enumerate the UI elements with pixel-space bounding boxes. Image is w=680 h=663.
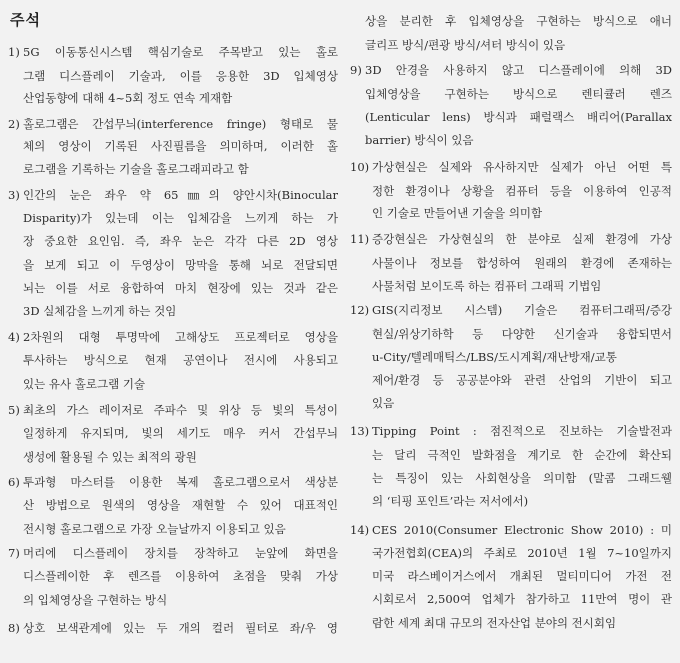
footnote-text: GIS(지리정보 시스템) 기술은 컴퓨터그래픽/증강 [372, 303, 672, 317]
footnote-text: 인간의 눈은 좌우 약 65㎜의 양안시차(Binocular [23, 188, 338, 202]
footnote-text: 는 특징이 있는 사회현상을 의미함 (말콤 그래드웰 [372, 471, 672, 485]
footnote-6-line [8, 498, 338, 512]
footnote-text: 사물처럼 보이도록 하는 컴퓨터 그래픽 기법임 [372, 279, 602, 293]
footnote-10-line [350, 206, 672, 220]
footnote-number: 4) [8, 330, 20, 344]
footnote-text: 가상현실은 실제와 유사하지만 실제가 아닌 어떤 특 [372, 160, 672, 174]
footnote-5-line [8, 403, 338, 417]
footnote-text: 산업동향에 대해 4~5회 정도 연속 게재함 [23, 91, 233, 105]
footnote-number: 14) [350, 523, 370, 537]
footnote-10-line [350, 160, 672, 174]
footnote-9-line [350, 87, 672, 101]
footnote-14-line [350, 523, 672, 537]
footnote-text: 전시형 홀로그램으로 가장 오늘날까지 이용되고 있음 [23, 522, 286, 536]
footnote-text: Disparity)가 있는데 이는 입체감을 느끼게 하는 가 [23, 211, 338, 225]
footnote-12-line [350, 350, 672, 364]
footnote-number: 6) [8, 475, 20, 489]
footnote-number: 8) [8, 621, 20, 635]
footnote-6-line [8, 522, 338, 536]
footnote-text: 생성에 활용될 수 있는 최적의 광원 [23, 450, 197, 464]
footnote-number: 1) [8, 45, 20, 59]
footnote-number: 11) [350, 232, 370, 246]
footnote-12-line [350, 303, 672, 317]
footnote-2-line [8, 139, 338, 153]
footnote-text: 3D 실체감을 느끼게 하는 것임 [23, 304, 177, 318]
footnote-text: 일정하게 유지되며, 빛의 세기도 매우 커서 간섭무늬 [23, 426, 338, 440]
footnote-text: 디스플레이한 후 렌즈를 이용하여 초점을 맞춰 가상 [23, 569, 338, 583]
footnote-14-line [350, 569, 672, 583]
footnote-number: 9) [350, 63, 362, 77]
footnote-13-line [350, 448, 672, 462]
footnote-number: 2) [8, 117, 20, 131]
footnote-text: 머리에 디스플레이 장치를 장착하고 눈앞에 화면을 [23, 546, 338, 560]
footnote-1-line [8, 45, 338, 59]
footnote-3-line [8, 258, 338, 272]
footnote-text: 로그램을 기록하는 기술을 홀로그래피라고 함 [23, 162, 249, 176]
footnote-2-line [8, 117, 338, 131]
footnote-text: 증강현실은 가상현실의 한 분야로 실제 환경에 가상 [372, 232, 672, 246]
footnote-7-line [8, 546, 338, 560]
footnote-text: 현실/위상기하학 등 다양한 신기술과 융합되면서 [372, 327, 672, 341]
footnote-11-line [350, 279, 672, 293]
footnote-8-line [350, 38, 672, 52]
footnote-text: 홀로그램은 간섭무늬(interference fringe) 형태로 물 [23, 117, 338, 131]
footnote-12-line [350, 373, 672, 387]
footnote-3-line [8, 188, 338, 202]
footnote-text: u-City/텔레매틱스/LBS/도시계획/재난방재/교통 [372, 350, 617, 364]
footnote-text: 글리프 방식/편광 방식/셔터 방식이 있음 [365, 38, 566, 52]
footnote-number: 12) [350, 303, 370, 317]
footnote-text: CES 2010(Consumer Electronic Show 2010) : 미 [372, 523, 672, 537]
footnote-3-line [8, 304, 338, 318]
footnote-14-line [350, 546, 672, 560]
footnote-number: 7) [8, 546, 20, 560]
footnote-text: 5G 이동통신시스템 핵심기술로 주목받고 있는 홀로 [23, 45, 338, 59]
footnote-text: 정한 환경이나 상황을 컴퓨터 등을 이용하여 인공적 [372, 184, 672, 198]
footnotes-heading: 주석 [10, 11, 41, 29]
footnote-number: 3) [8, 188, 20, 202]
footnote-text: 최초의 가스 레이저로 주파수 및 위상 등 빛의 특성이 [23, 403, 338, 417]
footnote-text: 상을 분리한 후 입체영상을 구현하는 방식으로 애너 [365, 14, 672, 28]
footnote-12-line [350, 396, 672, 410]
footnote-text: 을 보게 되고 이 두영상이 망막을 통해 뇌로 전달되면 [23, 258, 338, 272]
footnote-12-line [350, 327, 672, 341]
footnote-text: 제어/환경 등 공공분야와 관련 산업의 기반이 되고 [372, 373, 672, 387]
footnote-number: 13) [350, 424, 370, 438]
footnote-9-line [350, 63, 672, 77]
footnote-text: 2차원의 대형 투명막에 고해상도 프로젝터로 영상을 [23, 330, 338, 344]
footnote-8-line [8, 621, 338, 635]
footnote-text: 체의 영상이 기록된 사진필름을 의미하며, 이러한 홀 [23, 139, 338, 153]
footnote-4-line [8, 377, 338, 391]
footnote-13-line [350, 494, 672, 508]
footnote-1-line [8, 69, 338, 83]
footnote-number: 5) [8, 403, 20, 417]
footnote-text: 인 기술로 만들어낸 기술을 의미함 [372, 206, 543, 220]
footnote-text: 투사하는 방식으로 현재 공연이나 전시에 사용되고 [23, 353, 338, 367]
footnote-text: 있음 [372, 396, 395, 410]
footnote-14-line [350, 592, 672, 606]
footnote-text: barrier) 방식이 있음 [365, 133, 474, 147]
footnote-3-line [8, 281, 338, 295]
footnote-10-line [350, 184, 672, 198]
footnote-11-line [350, 232, 672, 246]
footnote-text: 투과형 마스터를 이용한 복제 홀로그램으로서 색상분 [23, 475, 338, 489]
footnote-text: 3D 안경을 사용하지 않고 디스플레이에 의해 3D [365, 63, 672, 77]
footnote-9-line [350, 110, 672, 124]
footnote-2-line [8, 162, 338, 176]
footnote-7-line [8, 593, 338, 607]
footnote-4-line [8, 353, 338, 367]
footnote-text: 사물이나 정보를 합성하여 원래의 환경에 존재하는 [372, 256, 672, 270]
footnote-text: 장 중요한 요인임. 즉, 좌우 눈은 각각 다른 2D 영상 [23, 234, 338, 248]
footnote-text: 입체영상을 구현하는 방식으로 렌티큘러 렌즈 [365, 87, 672, 101]
footnote-13-line [350, 471, 672, 485]
footnote-3-line [8, 211, 338, 225]
footnote-text: 람한 세계 최대 규모의 전자산업 분야의 전시회임 [372, 616, 617, 630]
footnote-text: 시회로서 2,500여 업체가 참가하고 11만여 명이 관 [372, 592, 672, 606]
footnote-number: 10) [350, 160, 370, 174]
footnote-text: (Lenticular lens) 방식과 패럴랙스 배리어(Parallax [365, 110, 672, 124]
footnote-text: 상호 보색관계에 있는 두 개의 컬러 필터로 좌/우 영 [23, 621, 338, 635]
footnote-text: 있는 유사 홀로그램 기술 [23, 377, 146, 391]
footnote-text: 의 입체영상을 구현하는 방식 [23, 593, 168, 607]
footnote-text: 의 ‘티핑 포인트’라는 저서에서) [372, 494, 529, 508]
footnote-3-line [8, 234, 338, 248]
footnote-text: 뇌는 이를 서로 융합하여 마치 현장에 있는 것과 같은 [23, 281, 338, 295]
footnote-8-line [350, 14, 672, 28]
footnote-7-line [8, 569, 338, 583]
footnote-text: 국가전협회(CEA)의 주최로 2010년 1월 7~10일까지 [372, 546, 672, 560]
footnote-text: 산 방법으로 원색의 영상을 재현할 수 있어 대표적인 [23, 498, 338, 512]
footnote-5-line [8, 450, 338, 464]
footnote-13-line [350, 424, 672, 438]
footnote-14-line [350, 616, 672, 630]
footnote-6-line [8, 475, 338, 489]
footnote-1-line [8, 91, 338, 105]
footnote-11-line [350, 256, 672, 270]
footnote-text: 그램 디스플레이 기술과, 이를 응용한 3D 입체영상 [23, 69, 338, 83]
footnote-5-line [8, 426, 338, 440]
footnote-4-line [8, 330, 338, 344]
footnote-9-line [350, 133, 672, 147]
footnote-text: 는 달리 극적인 발화점을 계기로 한 순간에 확산되 [372, 448, 672, 462]
footnote-text: 미국 라스베이거스에서 개최된 멀티미디어 가전 전 [372, 569, 672, 583]
footnote-text: Tipping Point : 점진적으로 진보하는 기술발전과 [372, 424, 672, 438]
